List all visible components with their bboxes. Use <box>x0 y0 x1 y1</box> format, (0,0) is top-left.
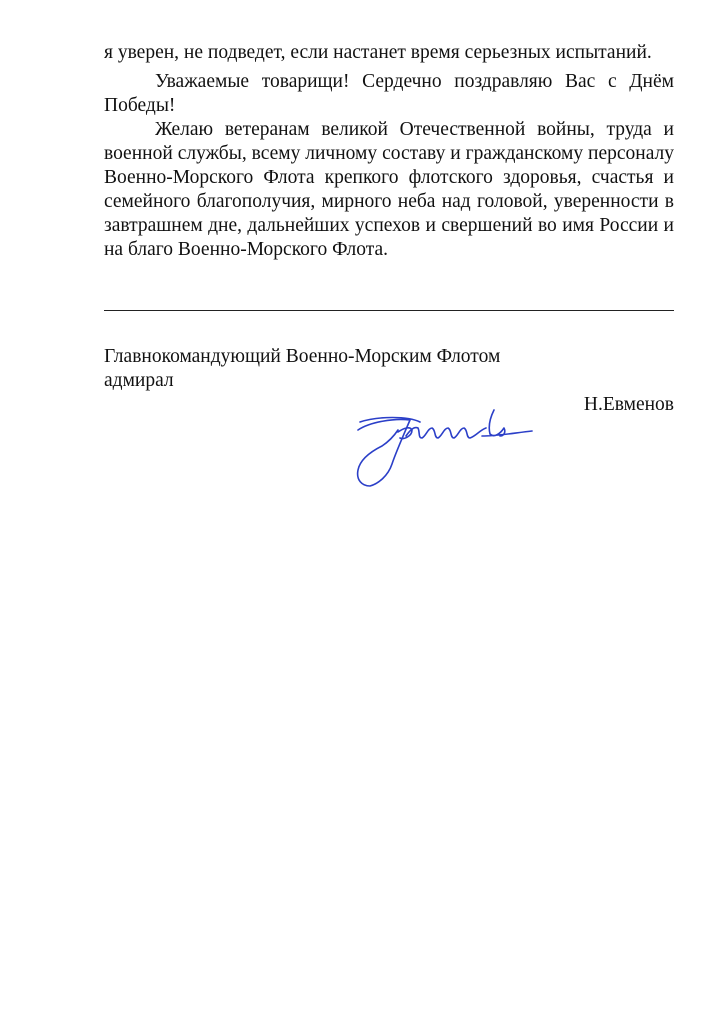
signatory-rank: адмирал <box>104 370 174 391</box>
signatory-name: Н.Евменов <box>583 394 674 415</box>
separator-line <box>104 310 674 311</box>
signatory-position: Главнокомандующий Военно-Морским Флотом <box>104 346 501 367</box>
letter-greeting: Уважаемые товарищи! Сердечно поздравляю Вас с Днём Победы! <box>104 71 674 116</box>
letter-wishes: Желаю ветеранам великой Отечественной войны, труда и военной службы, всему личному составу и гражданскому персоналу Военно-Морского Флота крепкого флотского здоровья, счастья и семейного благополучия, мирного неба над головой, уверенности в завтрашнем дне, дальнейших успехов и свершений во имя России и на благо Военно-Морского Флота. <box>104 119 674 260</box>
handwritten-signature <box>348 400 538 490</box>
letter-continuation-line: я уверен, не подведет, если настанет время серьезных испытаний. <box>104 42 652 63</box>
